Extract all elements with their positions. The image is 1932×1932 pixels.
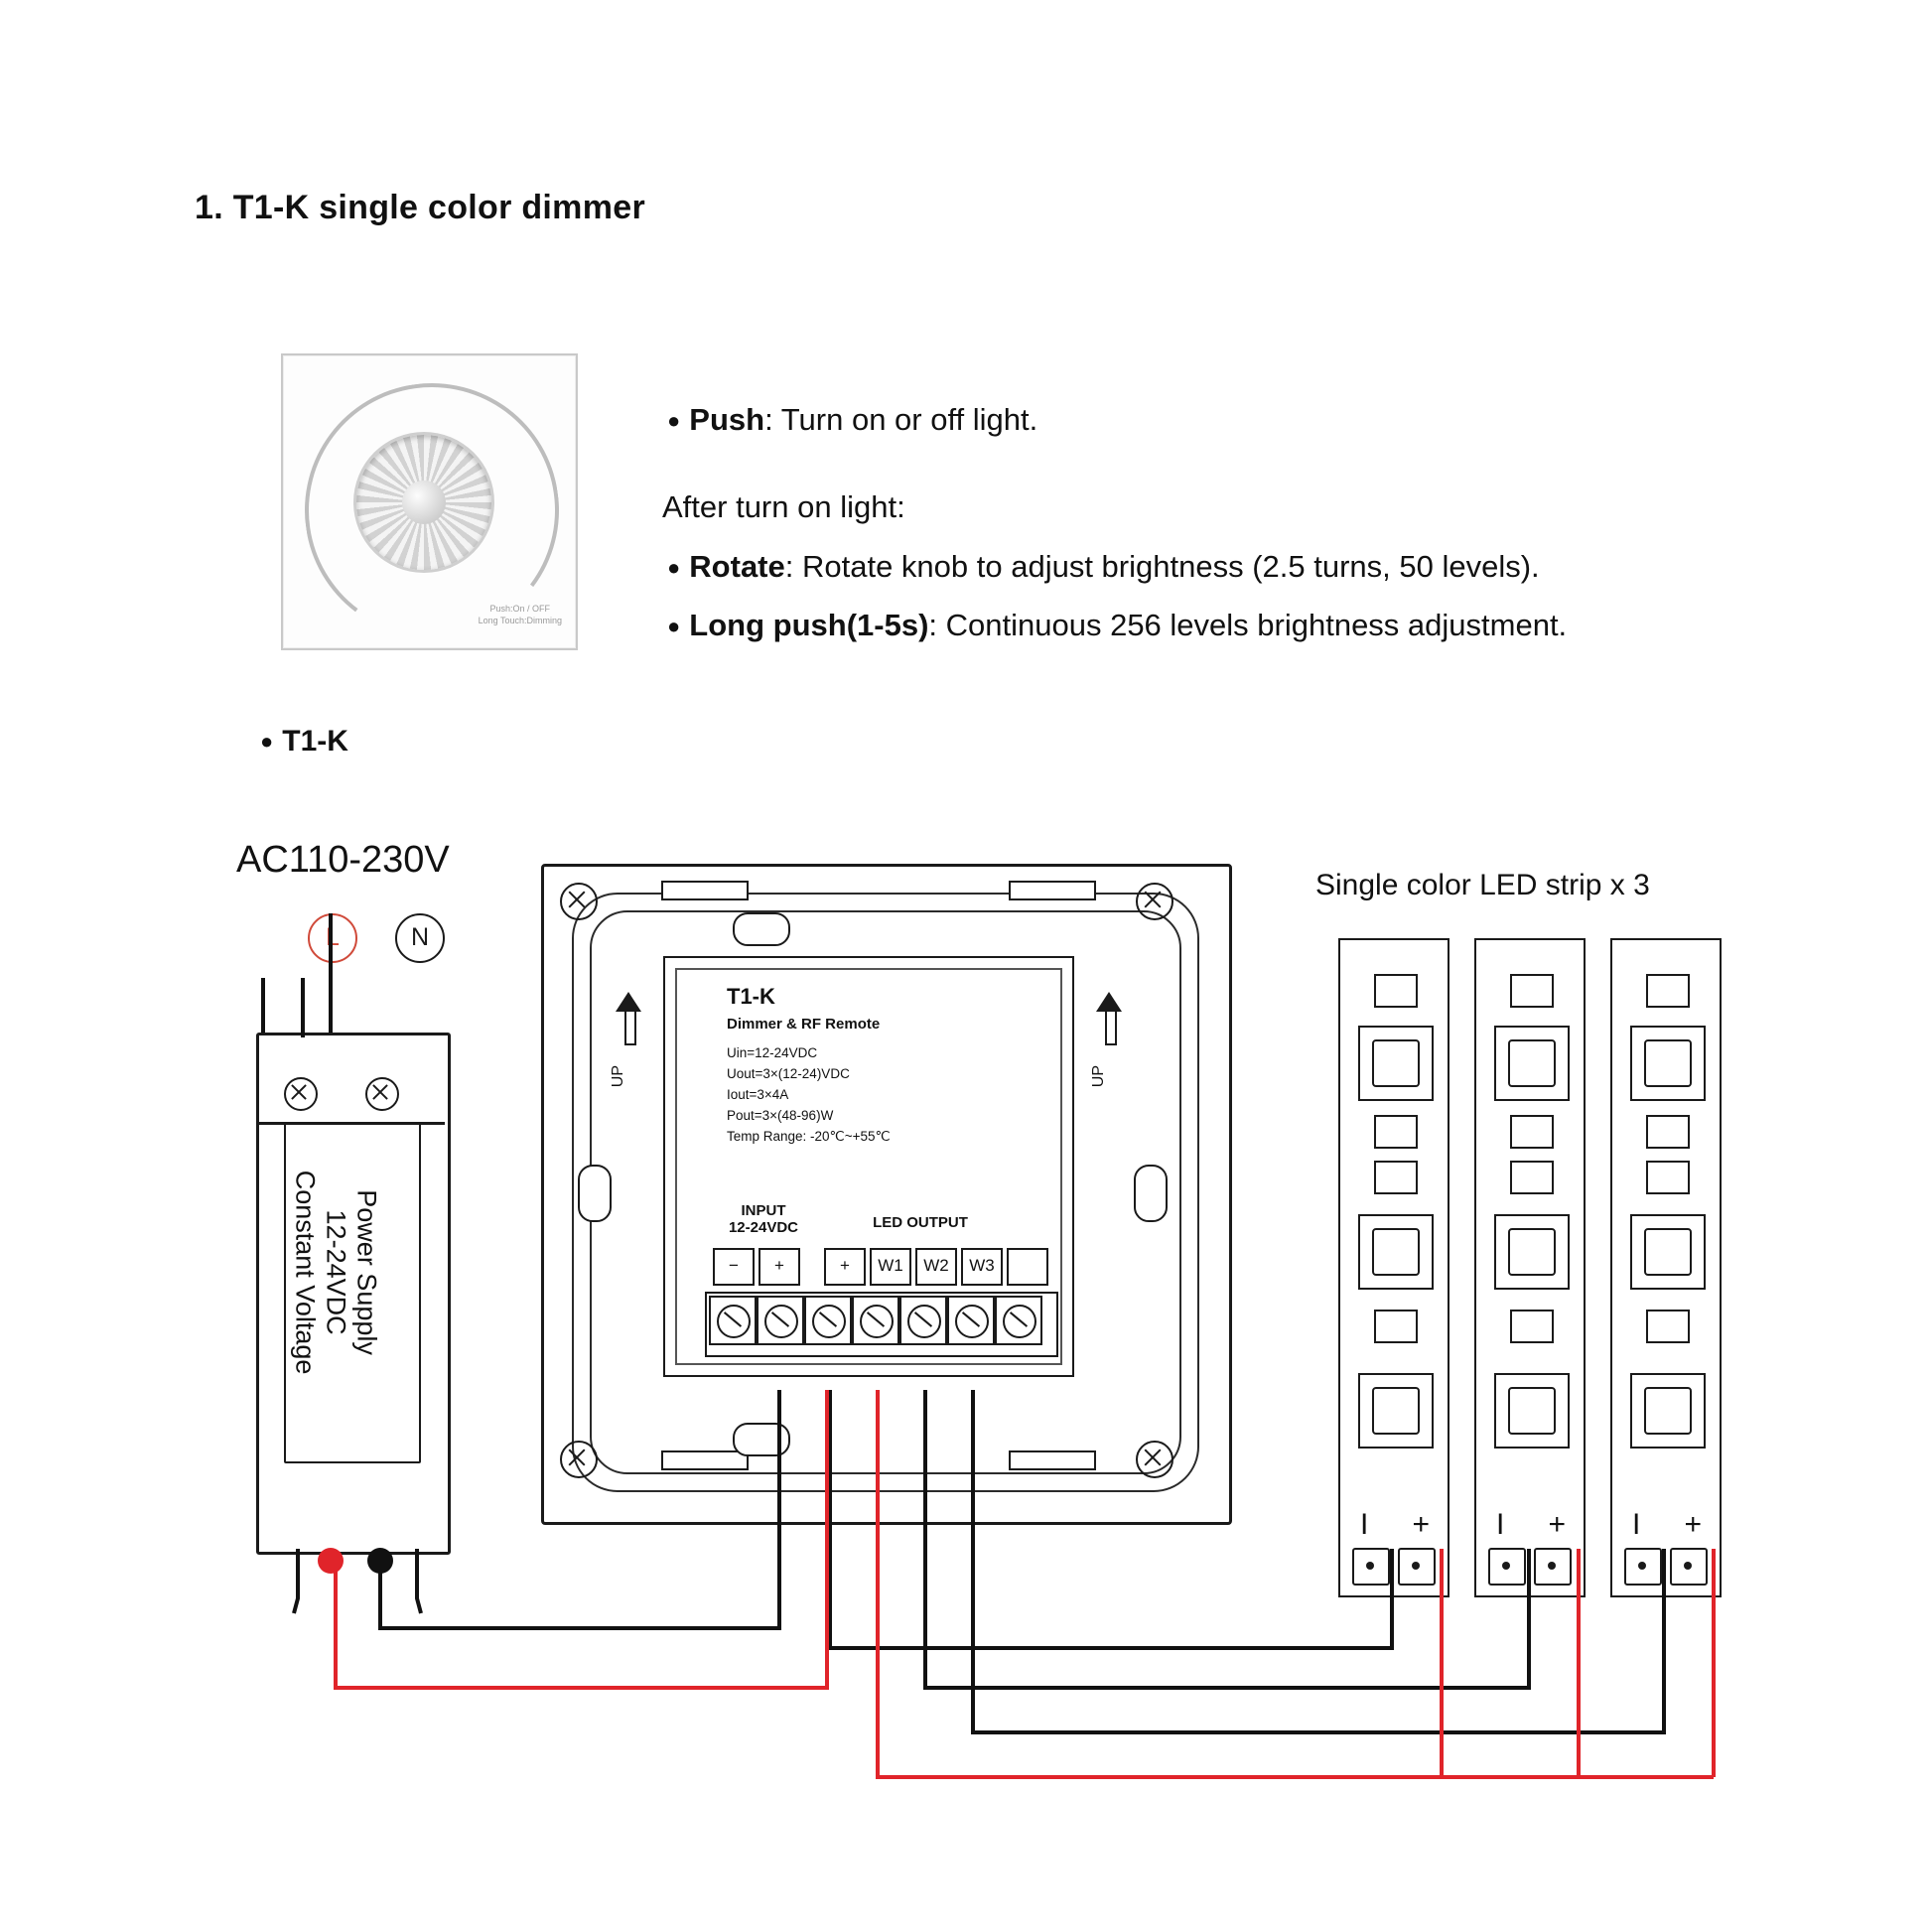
input-label-line2: 12-24VDC: [728, 1219, 799, 1236]
ac-input-label: AC110-230V: [236, 839, 450, 881]
psu-label-text: [289, 1109, 381, 1437]
strip1-led-1: [1358, 1026, 1434, 1101]
instruction-after-text: After turn on light:: [662, 489, 905, 524]
plate-tab-top-left: [661, 881, 749, 900]
input-label-line1: INPUT: [741, 1202, 786, 1219]
strip2-resistor-2: [1510, 1115, 1554, 1149]
psu-screw-terminal-l: [284, 1077, 318, 1111]
plate-screw-top-right: [1136, 883, 1173, 920]
strip3-resistor-4: [1646, 1310, 1690, 1343]
strip1-led-3: [1358, 1373, 1434, 1449]
strip1-pad-plus: [1398, 1548, 1436, 1586]
output-label: LED OUTPUT: [873, 1214, 968, 1231]
psu-label-line3: Constant Voltage: [290, 1170, 321, 1375]
instruction-after-turn-on: [662, 488, 905, 527]
up-arrow-right-icon: [1096, 992, 1122, 1061]
plate-slot-bottom: [733, 1423, 790, 1456]
instruction-long-push-text: : Continuous 256 levels brightness adjustment.: [928, 608, 1568, 642]
panel-microtext-line2: Long Touch:Dimming: [478, 615, 562, 625]
up-arrow-left-icon: [616, 992, 641, 1061]
strip1-resistor-2: [1374, 1115, 1418, 1149]
led-strip-2: [1474, 938, 1586, 1597]
plate-slot-top: [733, 912, 790, 946]
module-title: T1-K: [727, 984, 775, 1009]
strip3-led-3: [1630, 1373, 1706, 1449]
terminal-neutral: N: [395, 913, 445, 963]
screw-terminal-3: [804, 1296, 852, 1345]
module-subtitle: Dimmer & RF Remote: [727, 1016, 881, 1033]
strip2-resistor-1: [1510, 974, 1554, 1008]
strip3-minus-sign: I: [1632, 1508, 1641, 1541]
bullet-icon: ●: [667, 614, 681, 638]
strip3-resistor-3: [1646, 1161, 1690, 1194]
plate-screw-bottom-right: [1136, 1441, 1173, 1478]
module-spec-pout: Pout=3×(48-96)W: [727, 1107, 834, 1123]
led-strip-label: Single color LED strip x 3: [1315, 869, 1650, 901]
section-bullet-label: T1-K: [282, 725, 348, 758]
bullet-icon: ●: [667, 408, 681, 433]
strip3-led-1: [1630, 1026, 1706, 1101]
strip1-minus-sign: I: [1360, 1508, 1369, 1541]
strip1-pad-minus: [1352, 1548, 1390, 1586]
pin-plus-in: +: [759, 1248, 800, 1286]
strip1-led-2: [1358, 1214, 1434, 1290]
strip1-resistor-3: [1374, 1161, 1418, 1194]
plate-screw-bottom-left: [560, 1441, 598, 1478]
strip2-led-1: [1494, 1026, 1570, 1101]
controller-wall-plate: [541, 864, 1232, 1525]
plate-tab-top-right: [1009, 881, 1096, 900]
psu-label-line1: Power Supply: [351, 1189, 382, 1355]
screw-terminal-5: [899, 1296, 947, 1345]
panel-microtext: [479, 603, 562, 626]
screw-terminal-1: [709, 1296, 757, 1345]
strip1-resistor-1: [1374, 974, 1418, 1008]
module-spec-iout: Iout=3×4A: [727, 1086, 789, 1102]
screw-terminal-6: [947, 1296, 995, 1345]
plate-tab-bottom-right: [1009, 1450, 1096, 1470]
module-spec-temp: Temp Range: -20℃~+55℃: [727, 1128, 891, 1144]
psu-screw-terminal-n: [365, 1077, 399, 1111]
strip3-plus-sign: +: [1684, 1508, 1702, 1541]
plate-slot-right: [1134, 1165, 1168, 1222]
strip2-minus-sign: I: [1496, 1508, 1505, 1541]
plate-tab-bottom-left: [661, 1450, 749, 1470]
strip3-pad-plus: [1670, 1548, 1708, 1586]
strip3-resistor-2: [1646, 1115, 1690, 1149]
up-label-left: UP: [610, 1065, 626, 1088]
plate-screw-top-left: [560, 883, 598, 920]
pin-blank: [1007, 1248, 1048, 1286]
power-supply: [256, 978, 445, 1574]
strip2-plus-sign: +: [1548, 1508, 1566, 1541]
psu-label-line2: 12-24VDC: [321, 1209, 351, 1335]
input-label: [709, 1202, 818, 1236]
instruction-rotate-keyword: Rotate: [689, 549, 785, 584]
strip2-resistor-4: [1510, 1310, 1554, 1343]
pin-plus-out: +: [824, 1248, 866, 1286]
bullet-icon: ●: [260, 729, 274, 754]
panel-microtext-line1: Push:On / OFF: [489, 603, 551, 614]
strip3-pad-minus: [1624, 1548, 1662, 1586]
strip2-pad-minus: [1488, 1548, 1526, 1586]
strip3-resistor-1: [1646, 974, 1690, 1008]
led-strip-1: [1338, 938, 1449, 1597]
plate-slot-left: [578, 1165, 612, 1222]
instruction-push: [667, 401, 1037, 440]
up-label-right: UP: [1090, 1065, 1107, 1088]
section-bullet-t1k: [260, 725, 348, 759]
pin-w3: W3: [961, 1248, 1003, 1286]
strip2-resistor-3: [1510, 1161, 1554, 1194]
module-spec-uin: Uin=12-24VDC: [727, 1045, 818, 1060]
instruction-push-text: : Turn on or off light.: [764, 402, 1038, 437]
strip1-resistor-4: [1374, 1310, 1418, 1343]
module-specs: [727, 1043, 891, 1148]
bullet-icon: ●: [667, 555, 681, 580]
rotary-knob-icon: [356, 435, 491, 570]
strip2-led-3: [1494, 1373, 1570, 1449]
strip1-plus-sign: +: [1412, 1508, 1430, 1541]
led-strip-3: [1610, 938, 1722, 1597]
instruction-rotate: [667, 548, 1540, 587]
pin-minus: −: [713, 1248, 755, 1286]
module-spec-uout: Uout=3×(12-24)VDC: [727, 1065, 850, 1081]
page-title: 1. T1-K single color dimmer: [195, 189, 645, 226]
pin-w1: W1: [870, 1248, 911, 1286]
strip2-pad-plus: [1534, 1548, 1572, 1586]
screw-terminal-7: [995, 1296, 1042, 1345]
terminal-live: L: [308, 913, 357, 963]
instruction-long-push: [667, 607, 1567, 645]
screw-terminal-2: [757, 1296, 804, 1345]
screw-terminal-4: [852, 1296, 899, 1345]
instruction-rotate-text: : Rotate knob to adjust brightness (2.5 turns, 50 levels).: [784, 549, 1540, 584]
instruction-long-push-keyword: Long push(1-5s): [689, 608, 929, 642]
instruction-push-keyword: Push: [689, 402, 765, 437]
strip2-led-2: [1494, 1214, 1570, 1290]
dimmer-module: [663, 956, 1074, 1377]
strip3-led-2: [1630, 1214, 1706, 1290]
dimmer-panel-image: [281, 353, 578, 650]
pin-w2: W2: [915, 1248, 957, 1286]
